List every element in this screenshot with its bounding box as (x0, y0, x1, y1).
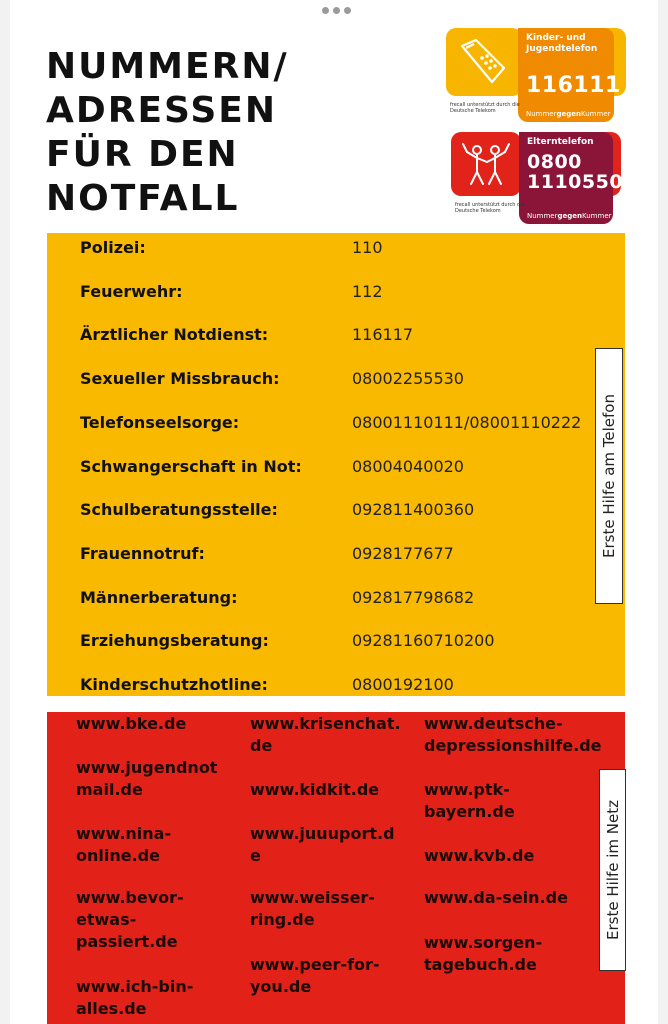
slogan-part: Nummer (526, 110, 557, 118)
service-label: Ärztlicher Notdienst: (80, 325, 269, 344)
phone-number[interactable]: 112 (352, 282, 383, 301)
phone-number[interactable]: 0800192100 (352, 675, 454, 694)
phone-row (80, 500, 620, 524)
phone-section-side-label (595, 348, 623, 604)
logo-note: frecall unterstützt durch die Deutsche Telekom (455, 202, 525, 214)
phone-row (80, 631, 620, 655)
web-link[interactable]: www.nina- online.de (76, 824, 172, 865)
phone-number[interactable]: 0928177677 (352, 544, 454, 563)
service-label: Männerberatung: (80, 588, 238, 607)
web-link[interactable]: www.kidkit.de (250, 780, 380, 799)
title-line: NUMMERN/ (46, 46, 289, 87)
logo-note: frecall unterstützt durch die Deutsche Telekom (450, 102, 520, 114)
slogan-part: gegen (556, 110, 581, 118)
logo-right-panel (519, 132, 624, 224)
web-link[interactable]: www.jugendnot mail.de (76, 758, 218, 799)
slogan-part: Kummer (582, 212, 612, 220)
service-label: Schulberatungsstelle: (80, 500, 278, 519)
side-label-text: Erste Hilfe am Telefon (600, 393, 619, 559)
service-label: Feuerwehr: (80, 282, 183, 301)
web-link[interactable]: www.da-sein.de (424, 888, 568, 907)
logo-slogan (526, 110, 611, 118)
title-line: ADRESSEN (46, 90, 278, 131)
phone-number-line: 0800 (527, 151, 582, 173)
side-label-text: Erste Hilfe im Netz (603, 800, 622, 940)
slogan-part: gegen (557, 212, 582, 220)
phone-row (80, 588, 620, 612)
phone-number: 116111 (526, 73, 621, 98)
page-title (46, 45, 376, 221)
service-label: Polizei: (80, 238, 146, 257)
web-link[interactable]: www.peer-for- you.de (250, 955, 380, 996)
web-links-section (47, 712, 625, 1024)
web-link[interactable]: www.weisser- ring.de (250, 888, 375, 929)
phone-row (80, 457, 620, 481)
web-link[interactable]: www.juuuport.d e (250, 824, 395, 865)
title-line: NOTFALL (46, 178, 240, 219)
web-link[interactable]: www.kvb.de (424, 846, 535, 865)
slogan-part: Nummer (527, 212, 558, 220)
web-section-side-label (599, 769, 626, 971)
web-link[interactable]: www.ich-bin- alles.de (76, 977, 194, 1018)
kinder-jugendtelefon-logo[interactable] (446, 28, 626, 122)
logo-slogan (527, 212, 612, 220)
phone-row (80, 675, 620, 699)
phone-number[interactable]: 092817798682 (352, 588, 475, 607)
phone-number[interactable]: 08001110111/08001110222 (352, 413, 582, 432)
web-link[interactable]: www.ptk- bayern.de (424, 780, 515, 821)
web-link[interactable]: www.sorgen- tagebuch.de (424, 933, 543, 974)
phone-row (80, 238, 620, 262)
phone-row (80, 369, 620, 393)
logo-title: Elterntelefon (527, 137, 594, 147)
phone-number[interactable]: 08002255530 (352, 369, 464, 388)
phone-number[interactable]: 116117 (352, 325, 414, 344)
more-options-icon[interactable] (320, 7, 352, 17)
service-label: Frauennotruf: (80, 544, 205, 563)
service-label: Erziehungsberatung: (80, 631, 269, 650)
phone-row (80, 282, 620, 306)
phone-number[interactable]: 09281160710200 (352, 631, 495, 650)
service-label: Kinderschutzhotline: (80, 675, 268, 694)
phone-row (80, 544, 620, 568)
family-icon (459, 138, 515, 190)
web-link[interactable]: www.bke.de (76, 714, 187, 733)
logo-right-panel (518, 28, 621, 122)
elterntelefon-logo[interactable] (451, 132, 624, 224)
web-link[interactable]: www.krisenchat. de (250, 714, 401, 755)
service-label: Sexueller Missbrauch: (80, 369, 280, 388)
phone-row (80, 325, 620, 349)
phone-number[interactable]: 08004040020 (352, 457, 464, 476)
phone-icon (456, 36, 512, 88)
web-link[interactable]: www.deutsche- depressionshilfe.de (424, 714, 602, 755)
title-line: FÜR DEN (46, 134, 239, 175)
phone-number-line: 1110550 (527, 171, 624, 193)
phone-number[interactable]: 092811400360 (352, 500, 475, 519)
phone-row (80, 413, 620, 437)
phone-number (527, 152, 623, 192)
slogan-part: Kummer (581, 110, 611, 118)
web-link[interactable]: www.bevor- etwas- passiert.de (76, 888, 184, 951)
phone-number[interactable]: 110 (352, 238, 383, 257)
service-label: Schwangerschaft in Not: (80, 457, 302, 476)
service-label: Telefonseelsorge: (80, 413, 240, 432)
logo-title: Kinder- und Jugendtelefon (526, 33, 598, 54)
phone-numbers-section (47, 233, 625, 696)
